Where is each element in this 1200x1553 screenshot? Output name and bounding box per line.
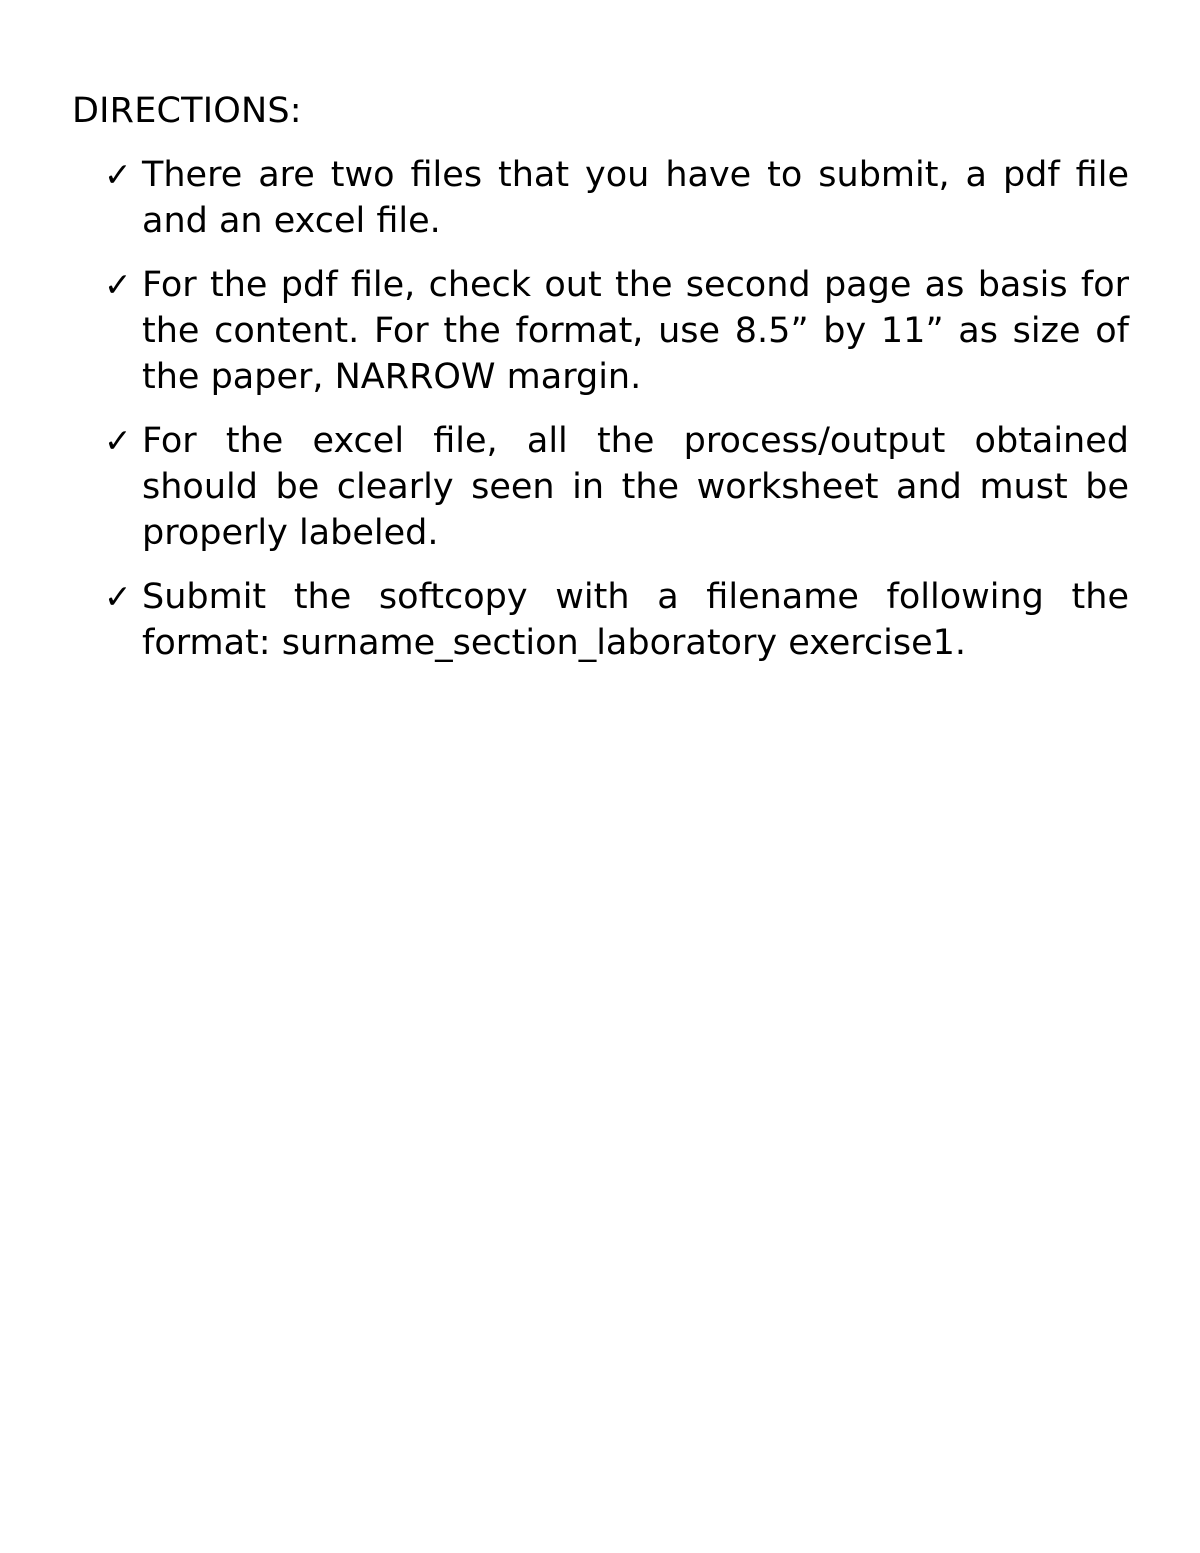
list-item [104, 152, 1129, 244]
list-item-text: For the pdf file, check out the second page as basis for the content. For the format, use 8.5” by 11” as size of the paper, NARROW margin. [142, 265, 1129, 397]
checkmark-icon: ✓ [104, 577, 132, 616]
directions-list [104, 152, 1129, 684]
list-item [104, 574, 1129, 666]
page-heading: DIRECTIONS: [72, 91, 302, 131]
list-item-text: There are two files that you have to submit, a pdf file and an excel file. [142, 155, 1129, 241]
list-item-text: For the excel file, all the process/output obtained should be clearly seen in the worksheet and must be properly labeled. [142, 421, 1129, 553]
list-item-text: Submit the softcopy with a filename following the format: surname_section_laboratory exercise1. [142, 577, 1129, 663]
list-item [104, 262, 1129, 400]
checkmark-icon: ✓ [104, 155, 132, 194]
checkmark-icon: ✓ [104, 421, 132, 460]
list-item [104, 418, 1129, 556]
checkmark-icon: ✓ [104, 265, 132, 304]
